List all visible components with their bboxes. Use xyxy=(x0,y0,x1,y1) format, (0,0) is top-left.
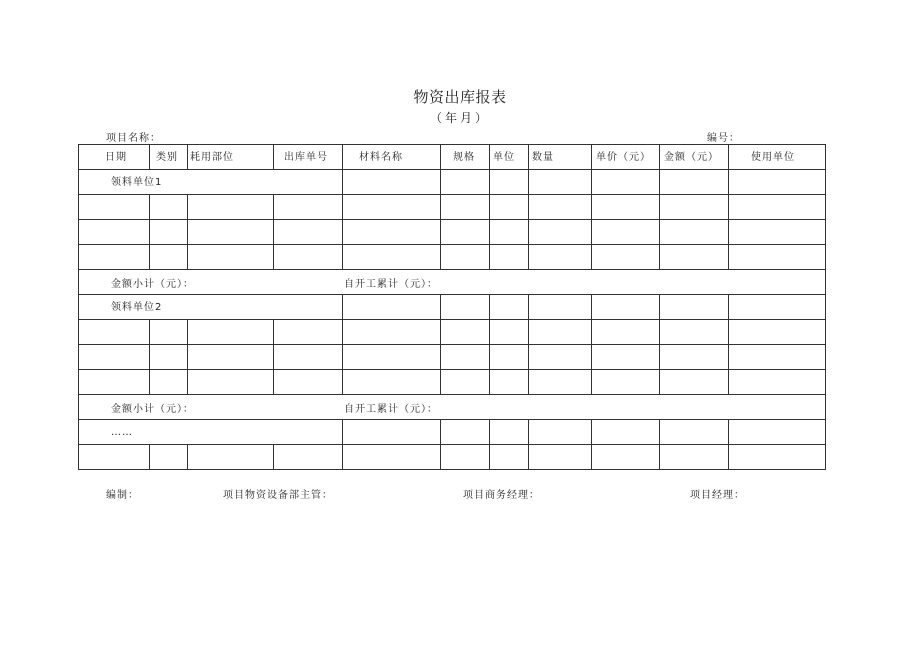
amount-subtotal-label: 金额小计（元）： xyxy=(111,403,194,415)
table-row xyxy=(79,220,826,245)
group-label: …… xyxy=(79,420,343,445)
subtotal-row xyxy=(79,270,826,295)
table-row xyxy=(79,345,826,370)
column-header-amount: 金额（元） xyxy=(660,145,729,170)
group-row xyxy=(79,170,826,195)
group-row xyxy=(79,420,826,445)
subtotal-row xyxy=(79,395,826,420)
amount-subtotal-label: 金额小计（元）： xyxy=(111,278,194,290)
business-manager-label: 项目商务经理： xyxy=(463,490,540,501)
table-row xyxy=(79,245,826,270)
group-row xyxy=(79,295,826,320)
column-header-material-name: 材料名称 xyxy=(343,145,441,170)
report-title: 物资出库报表 xyxy=(413,88,507,106)
group-label: 领料单位1 xyxy=(79,170,343,195)
table-row xyxy=(79,445,826,470)
column-header-unit: 单位 xyxy=(490,145,529,170)
report-subtitle: （年月） xyxy=(429,111,490,125)
cumulative-since-start-label: 自开工累计（元）： xyxy=(344,403,438,415)
column-header-usage-location: 耗用部位 xyxy=(188,145,274,170)
prepared-by-label: 编制： xyxy=(106,490,139,501)
group-label: 领料单位2 xyxy=(79,295,343,320)
report-table xyxy=(78,144,826,470)
table-row xyxy=(79,195,826,220)
column-header-spec: 规格 xyxy=(441,145,490,170)
column-header-date: 日期 xyxy=(79,145,150,170)
column-header-unit-price: 单价（元） xyxy=(592,145,660,170)
table-header-row xyxy=(79,145,826,170)
table-row xyxy=(79,320,826,345)
column-header-category: 类别 xyxy=(150,145,188,170)
project-manager-label: 项目经理： xyxy=(690,490,745,501)
column-header-outbound-no: 出库单号 xyxy=(274,145,343,170)
column-header-using-unit: 使用单位 xyxy=(729,145,826,170)
number-label: 编号： xyxy=(707,133,740,144)
table-row xyxy=(79,370,826,395)
cumulative-since-start-label: 自开工累计（元）： xyxy=(344,278,438,290)
supervisor-label: 项目物资设备部主管： xyxy=(223,490,333,501)
column-header-quantity: 数量 xyxy=(529,145,592,170)
project-name-label: 项目名称： xyxy=(106,133,161,144)
